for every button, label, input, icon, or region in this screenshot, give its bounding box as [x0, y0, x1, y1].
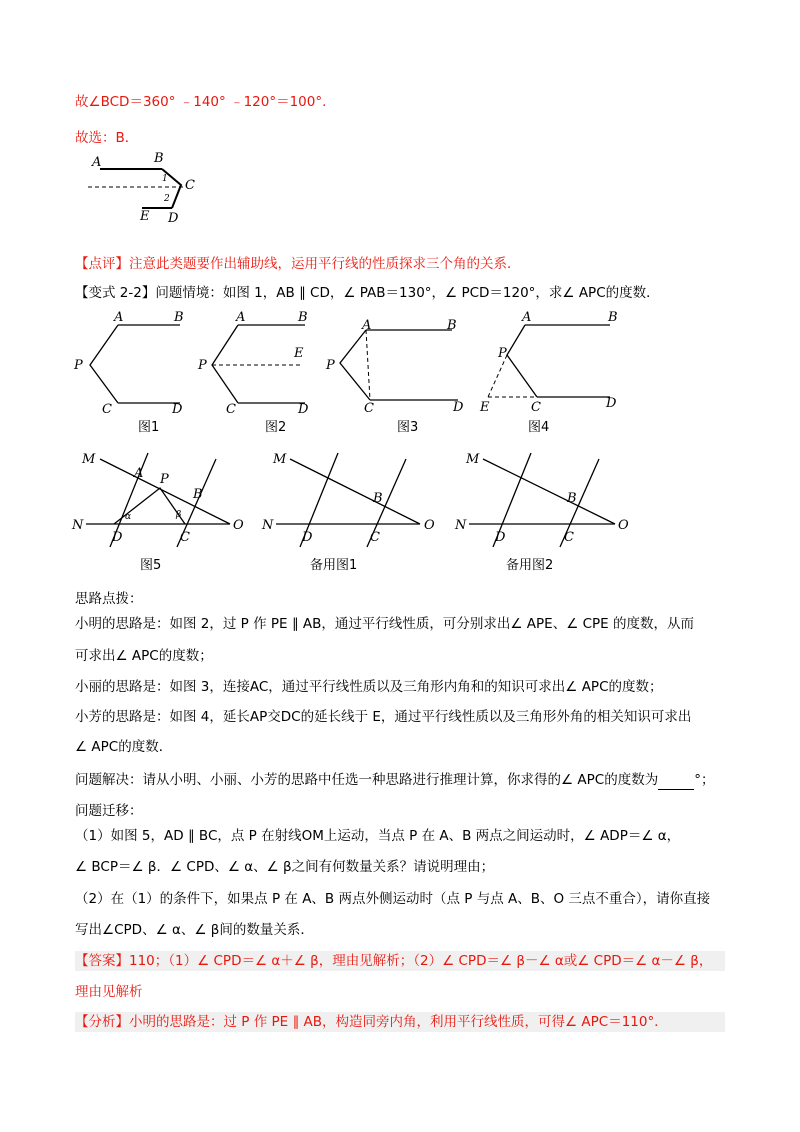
bk2-label-m: M: [466, 452, 480, 467]
fig3-label-b: B: [447, 318, 457, 333]
fig3-label-c: C: [364, 401, 374, 416]
fig5-label-beta: β: [176, 510, 182, 520]
fig2-caption: 图2: [265, 420, 287, 435]
fig4-label-a: A: [522, 310, 532, 325]
fig2-label-c: C: [226, 402, 236, 417]
hint-xiaoming-2: 可求出∠ APC的度数；: [75, 648, 213, 664]
bk1-label-m: M: [273, 452, 287, 467]
fig3-label-d: D: [453, 400, 464, 415]
figures-row-1: [70, 305, 630, 440]
fig2-label-b: B: [298, 310, 308, 325]
hint-xiaofang-1: 小芳的思路是：如图 4，延长AP交DC的延长线于 E，通过平行线性质以及三角形外角的相关知识可求出: [75, 709, 692, 725]
hint-xiaoming-1: 小明的思路是：如图 2，过 P 作 PE ∥ AB，通过平行线性质，可分别求出∠ APE、∠ CPE 的度数，从而: [75, 616, 694, 632]
transfer-q2-b: 写出∠CPD、∠ α、∠ β间的数量关系．: [75, 922, 314, 938]
fig2-label-e: E: [294, 346, 304, 361]
fig5-label-alpha: α: [125, 512, 132, 522]
bk2-label-o: O: [618, 518, 629, 533]
small-label-d: D: [168, 211, 179, 226]
hint-xiaofang-2: ∠ APC的度数．: [75, 739, 173, 755]
bk1-label-n: N: [262, 518, 274, 533]
solve-tail: °；: [694, 772, 715, 788]
fig4-label-d: D: [606, 396, 617, 411]
comment-line: [75, 254, 521, 274]
fig2-label-d: D: [298, 402, 309, 417]
analysis-tag: 【分析】: [75, 1014, 129, 1030]
bk2-label-d: D: [495, 530, 506, 545]
fig3-label-p: P: [326, 358, 335, 373]
small-label-b: B: [154, 151, 164, 166]
answer-text-1: 110；（1）∠ CPD＝∠ α＋∠ β，理由见解析；（2）∠ CPD＝∠ β－∠ α或∠ CPD＝∠ α－∠ β，: [129, 953, 713, 969]
fig1-label-d: D: [172, 402, 183, 417]
fig1-label-p: P: [74, 358, 83, 373]
bk1-label-b: B: [373, 491, 383, 506]
bk1-label-d: D: [302, 530, 313, 545]
fig5-label-b: B: [193, 487, 203, 502]
analysis-text: 小明的思路是：过 P 作 PE ∥ AB，构造同旁内角，利用平行线性质，可得∠ APC＝110°．: [129, 1014, 668, 1030]
hints-head: 思路点拨：: [75, 591, 143, 607]
comment-tag: 【点评】: [75, 256, 129, 272]
fig3-label-a: A: [362, 318, 372, 333]
small-label-e: E: [140, 209, 150, 224]
fig5-label-a: A: [134, 466, 144, 481]
bk2-label-c: C: [564, 530, 574, 545]
transfer-head: 问题迁移：: [75, 803, 143, 819]
small-label-a: A: [92, 155, 102, 170]
answer-line-2: 理由见解析: [75, 984, 143, 1000]
fig4-label-c: C: [531, 400, 541, 415]
fig5-caption: 图5: [140, 558, 162, 573]
fig4-label-b: B: [608, 310, 618, 325]
small-label-c: C: [185, 178, 195, 193]
fig1-label-a: A: [114, 310, 124, 325]
figures-row-2: [70, 445, 645, 575]
small-label-2: 2: [164, 194, 170, 204]
answer-line-1: [75, 951, 725, 971]
solve-text: 问题解决：请从小明、小丽、小芳的思路中任选一种思路进行推理计算，你求得的∠ APC的度数为: [75, 772, 659, 788]
solution-line-2: 故选：B．: [75, 130, 139, 146]
comment-text: 注意此类题要作出辅助线，运用平行线的性质探求三个角的关系．: [129, 256, 521, 272]
bk1-label-c: C: [370, 530, 380, 545]
solution-line-1: 故∠BCD＝360° ﹣140° ﹣120°＝100°.: [75, 94, 327, 110]
bk1-label-o: O: [424, 518, 435, 533]
transfer-q1-b: ∠ BCP＝∠ β．∠ CPD、∠ α、∠ β之间有何数量关系？请说明理由；: [75, 859, 495, 875]
fig1-label-c: C: [102, 402, 112, 417]
fig5-label-c: C: [180, 530, 190, 545]
fig5-label-n: N: [72, 518, 84, 533]
fig4-caption: 图4: [528, 420, 550, 435]
hint-xiaoli: 小丽的思路是：如图 3，连接AC，通过平行线性质以及三角形内角和的知识可求出∠ APC的度数；: [75, 679, 663, 695]
transfer-q1-a: （1）如图 5，AD ∥ BC，点 P 在射线OM上运动，当点 P 在 A、B 两点之间运动时，∠ ADP＝∠ α，: [75, 828, 681, 844]
transfer-q2-a: （2）在（1）的条件下，如果点 P 在 A、B 两点外侧运动时（点 P 与点 A、B、O 三点不重合），请你直接: [75, 891, 711, 907]
bk2-label-b: B: [567, 491, 577, 506]
problem-title: 【变式 2-2】: [75, 285, 156, 301]
fig5-label-d: D: [112, 530, 123, 545]
fig2-label-p: P: [198, 358, 207, 373]
fig2-label-a: A: [236, 310, 246, 325]
answer-blank[interactable]: [658, 775, 694, 790]
bk2-label-n: N: [455, 518, 467, 533]
bk1-caption: 备用图1: [310, 558, 358, 573]
small-label-1: 1: [162, 174, 168, 184]
small-figure: [86, 150, 216, 230]
fig5-label-p: P: [160, 472, 169, 487]
fig4-label-e: E: [480, 400, 490, 415]
solve-line: [75, 770, 714, 790]
answer-tag: 【答案】: [75, 953, 129, 969]
problem-text: 问题情境：如图 1，AB ∥ CD，∠ PAB＝130°，∠ PCD＝120°，求∠ APC的度数．: [155, 285, 660, 301]
fig5-label-o: O: [233, 518, 244, 533]
fig1-label-b: B: [174, 310, 184, 325]
bk2-caption: 备用图2: [506, 558, 554, 573]
analysis-line: [75, 1012, 725, 1032]
fig5-label-m: M: [82, 452, 96, 467]
problem-intro: [75, 283, 660, 303]
fig3-caption: 图3: [397, 420, 419, 435]
fig4-label-p: P: [498, 346, 507, 361]
fig1-caption: 图1: [138, 420, 160, 435]
